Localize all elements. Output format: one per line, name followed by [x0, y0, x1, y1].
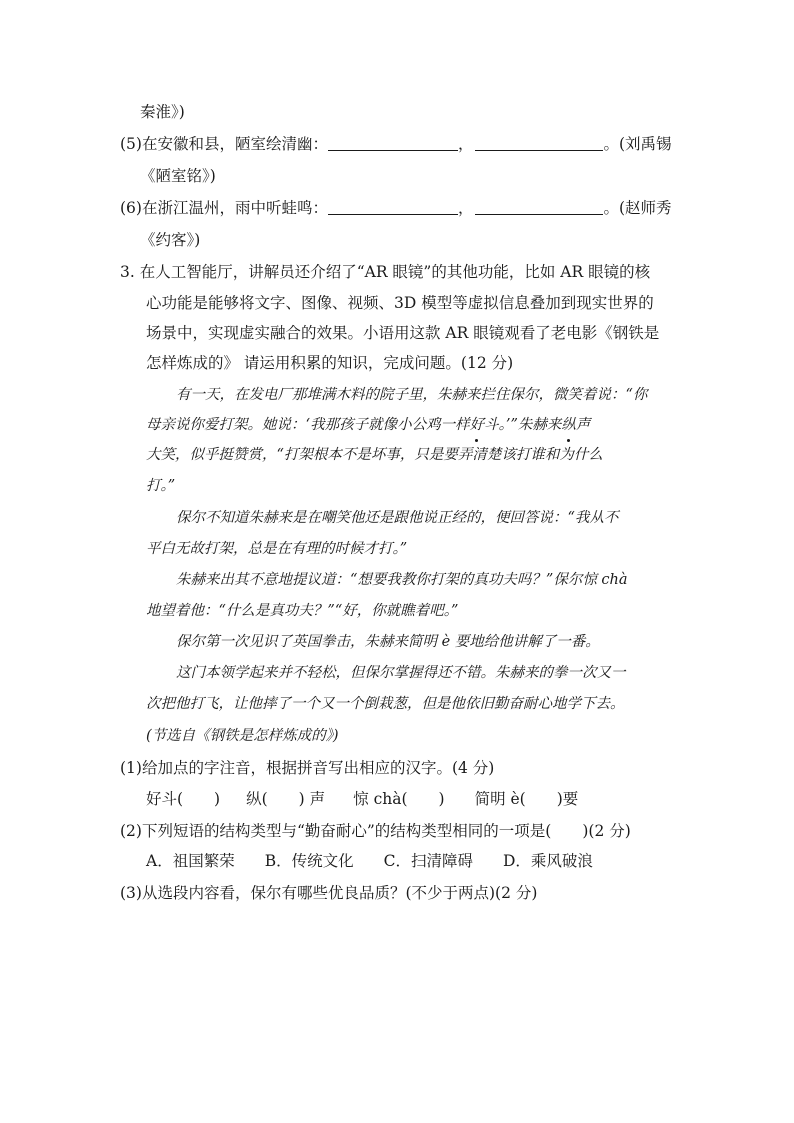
question-5-source: 《陋室铭》): [140, 167, 216, 185]
passage-line: 这门本领学起来并不轻松，但保尔掌握得还不错。朱赫来的拳一次又一: [176, 665, 626, 681]
passage-line: 平白无故打架，总是在有理的时候才打。”: [146, 541, 408, 557]
passage-line: 保尔不知道朱赫来是在嘲笑他还是跟他说正经的，便回答说：“我从不: [176, 510, 619, 526]
question-3-stem: 怎样炼成的》 请运用积累的知识，完成问题。(12 分): [146, 354, 514, 372]
pinyin-item[interactable]: 惊 chà( ): [353, 790, 445, 808]
answer-blank[interactable]: [328, 198, 458, 215]
answer-blank[interactable]: [475, 198, 603, 215]
option-b[interactable]: B．传统文化: [264, 852, 354, 870]
question-3-stem: 3. 在人工智能厅，讲解员还介绍了“AR 眼镜”的其他功能，比如 AR 眼镜的核: [120, 263, 651, 281]
dotted-char: 纵: [561, 413, 576, 437]
poem-source-line: 秦淮》): [140, 103, 185, 121]
answer-blank[interactable]: [328, 134, 458, 151]
passage-line: 次把他打飞，让他摔了一个又一个倒栽葱，但是他依旧勤奋耐心地学下去。: [146, 696, 625, 712]
passage-line: 朱赫来出其不意地提议道：“想要我教你打架的真功夫吗？”保尔惊 chà: [176, 572, 628, 588]
passage-line: 有一天，在发电厂那堆满木料的院子里，朱赫来拦住保尔，微笑着说：“你: [176, 387, 648, 403]
pinyin-item[interactable]: 纵( ) 声: [246, 790, 326, 808]
dotted-char: 好: [470, 413, 485, 437]
pinyin-item[interactable]: 好斗( ): [146, 790, 221, 808]
question-3-stem: 心功能是能够将文字、图像、视频、3D 模型等虚拟信息叠加到现实世界的: [146, 294, 654, 312]
option-d[interactable]: D．乘风破浪: [502, 852, 593, 870]
option-a[interactable]: A．祖国繁荣: [146, 852, 235, 870]
passage-source: (节选自《钢铁是怎样炼成的》): [146, 728, 339, 744]
passage-line: 母亲说你爱打架。她说：‘我那孩子就像小公鸡一样好斗。’”朱赫来纵声: [146, 413, 590, 437]
question-6-source: 《约客》): [140, 231, 201, 249]
subquestion-2-options: [146, 849, 593, 873]
question-6-line: (6)在浙江温州，雨中听蛙鸣： ， 。(赵师秀: [120, 199, 672, 217]
question-5-line: (5)在安徽和县，陋室绘清幽： ， 。(刘禹锡: [120, 135, 672, 153]
passage-line: 保尔第一次见识了英国拳击，朱赫来简明 è 要地给他讲解了一番。: [176, 634, 600, 650]
passage-line: 地望着他：“什么是真功夫？”“好，你就瞧着吧。”: [146, 603, 459, 619]
subquestion-1-items: [146, 787, 578, 811]
pinyin-item[interactable]: 简明 è( )要: [474, 790, 579, 808]
passage-line: 打。”: [146, 478, 176, 494]
passage-line: 大笑，似乎挺赞赏，“打架根本不是坏事，只是要弄清楚该打谁和为什么: [146, 447, 603, 463]
subquestion-3: (3)从选段内容看，保尔有哪些优良品质？(不少于两点)(2 分): [120, 884, 538, 902]
answer-blank[interactable]: [475, 134, 603, 151]
subquestion-1: (1)给加点的字注音，根据拼音写出相应的汉字。(4 分): [120, 759, 495, 777]
option-c[interactable]: C．扫清障碍: [383, 852, 473, 870]
question-3-stem: 场景中，实现虚实融合的效果。小语用这款 AR 眼镜观看了老电影《钢铁是: [146, 324, 660, 342]
subquestion-2: (2)下列短语的结构类型与“勤奋耐心”的结构类型相同的一项是( )(2 分): [120, 822, 631, 840]
